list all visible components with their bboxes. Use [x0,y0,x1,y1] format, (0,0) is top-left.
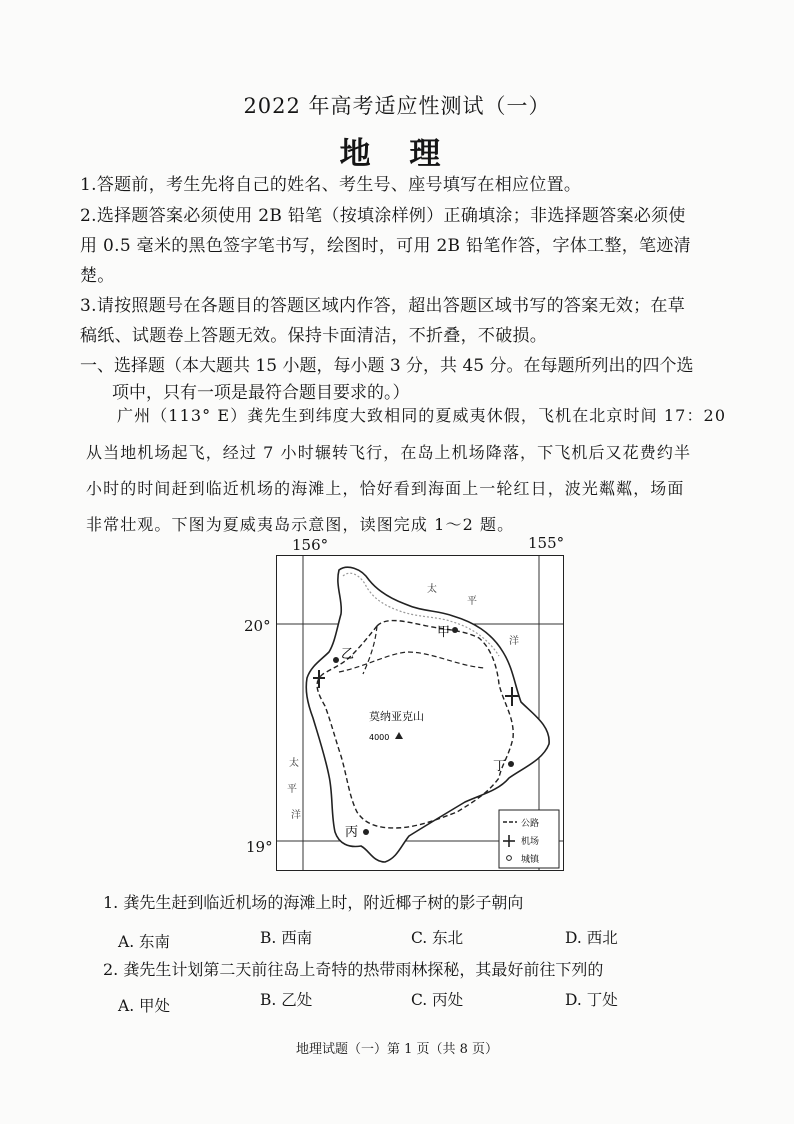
section-heading-cont: 项中，只有一项是最符合题目要求的。） [112,383,410,403]
ocean-label-6: 洋 [291,810,301,821]
q1-option-d: D. 西北 [565,929,618,947]
q2-option-a: A. 甲处 [118,997,171,1015]
instruction-line: 3.请按照题号在各题目的答题区域内作答，超出答题区域书写的答案无效；在草 [80,296,686,316]
subject-title: 地 理 [339,136,455,172]
map-svg [277,556,563,870]
ocean-label-4: 太 [289,758,299,769]
instruction-line: 楚。 [80,266,115,286]
town-ding-dot [508,761,514,767]
lon-156-label: 156° [292,536,329,554]
ocean-label-1: 太 [427,584,437,595]
q2-option-c: C. 丙处 [411,991,464,1009]
passage-line: 从当地机场起飞，经过 7 小时辗转飞行，在岛上机场降落，下飞机后又花费约半 [86,443,692,462]
passage-line: 小时的时间赶到临近机场的海滩上，恰好看到海面上一轮红日，波光粼粼，场面 [86,479,685,498]
legend-town-label: 城镇 [521,855,540,865]
town-jia-label: 甲 [437,625,451,640]
q2-option-b: B. 乙处 [260,991,313,1009]
q1-option-c: C. 东北 [411,929,464,947]
lon-155-label: 155° [528,534,565,552]
q1-option-a: A. 东南 [118,933,171,951]
mountain-label: 莫纳亚克山 [369,710,424,723]
ocean-label-5: 平 [287,784,297,795]
lat-19-label: 19° [246,838,273,856]
elevation-label: 4000 [369,733,390,742]
section-heading: 一、选择题（本大题共 15 小题，每小题 3 分，共 45 分。在每题所列出的四个选 [80,356,694,376]
town-bing-label: 丙 [345,825,359,840]
ocean-label-3: 洋 [509,636,519,647]
town-jia-dot [452,627,458,633]
town-bing-dot [363,829,369,835]
instruction-line: 2.选择题答案必须使用 2B 铅笔（按填涂样例）正确填涂；非选择题答案必须使 [80,206,686,226]
instruction-line: 稿纸、试题卷上答题无效。保持卡面清洁，不折叠，不破损。 [80,326,548,346]
q1-option-b: B. 西南 [260,929,313,947]
passage-line: 非常壮观。下图为夏威夷岛示意图，读图完成 1～2 题。 [86,515,515,534]
lat-20-label: 20° [244,617,271,635]
town-yi-dot [333,657,339,663]
exam-title: 2022 年高考适应性测试（一） [243,94,551,118]
question-2: 2. 龚先生计划第二天前往岛上奇特的热带雨林探秘，其最好前往下列的 [103,960,604,979]
page-footer: 地理试题（一）第 1 页（共 8 页） [295,1042,499,1057]
town-ding-label: 丁 [493,759,507,774]
hawaii-island-map [276,555,564,871]
legend-airport-label: 机场 [521,837,540,847]
town-yi-label: 乙 [341,647,355,662]
question-1: 1. 龚先生赶到临近机场的海滩上时，附近椰子树的影子朝向 [103,893,524,912]
instruction-line: 1.答题前，考生先将自己的姓名、考生号、座号填写在相应位置。 [80,175,582,195]
ocean-label-2: 平 [467,596,477,607]
instruction-line: 用 0.5 毫米的黑色签字笔书写，绘图时，可用 2B 铅笔作答，字体工整，笔迹清 [80,236,691,256]
legend-road-label: 公路 [521,819,540,829]
passage-line: 广州（113° E）龚先生到纬度大致相同的夏威夷休假，飞机在北京时间 17：20 [117,406,727,425]
q2-option-d: D. 丁处 [565,991,618,1009]
